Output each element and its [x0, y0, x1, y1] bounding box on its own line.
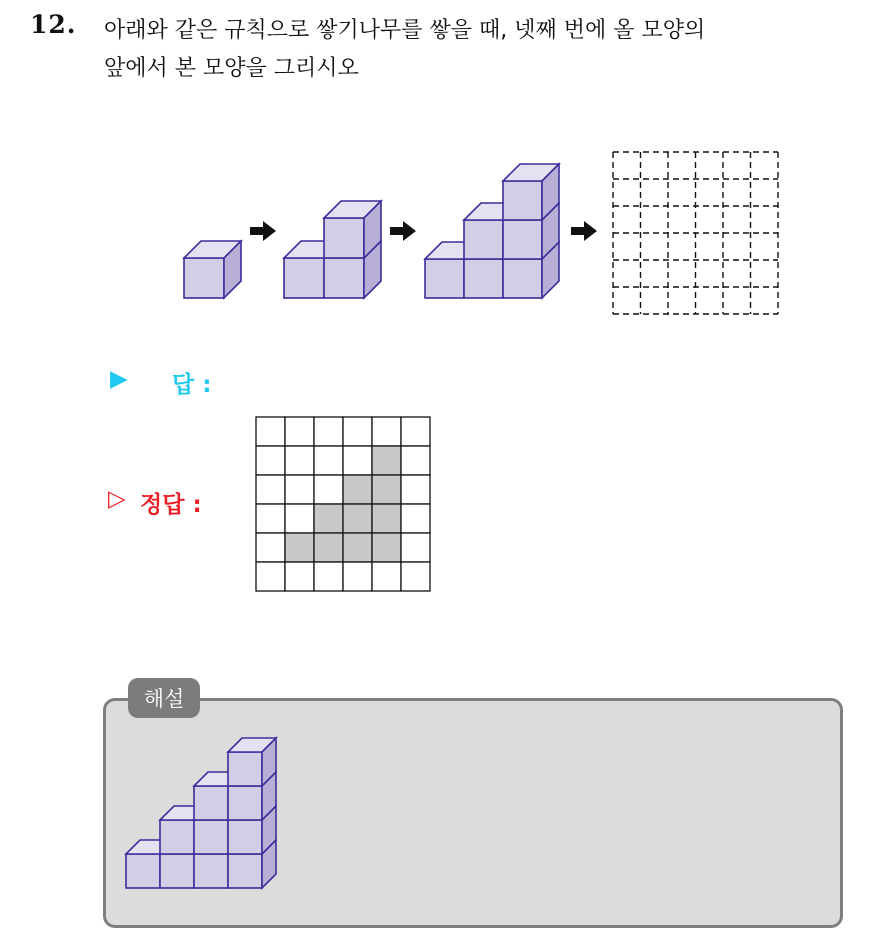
correct-label: 정답 : [140, 492, 202, 518]
empty-answer-grid [613, 152, 778, 314]
stack-stage-2 [284, 201, 381, 298]
filled-cell [372, 475, 401, 504]
empty-cell [314, 475, 343, 504]
empty-cell [285, 562, 314, 591]
empty-cell [314, 562, 343, 591]
empty-cell [285, 475, 314, 504]
empty-cell [401, 533, 430, 562]
arrow-right-icon [390, 221, 416, 241]
filled-cell [372, 446, 401, 475]
empty-cell [256, 562, 285, 591]
pattern-figure [0, 0, 884, 340]
empty-cell [372, 417, 401, 446]
empty-cell [314, 446, 343, 475]
empty-cell [256, 504, 285, 533]
cube [464, 259, 503, 298]
empty-cell [256, 533, 285, 562]
empty-cell [343, 562, 372, 591]
empty-cell [314, 417, 343, 446]
answer-label: 답 : [172, 372, 212, 398]
empty-cell [285, 446, 314, 475]
empty-cell [343, 417, 372, 446]
question-line-1: 아래와 같은 규칙으로 쌓기나무를 쌓을 때, 넷째 번에 올 모양의 [104, 18, 706, 43]
filled-cell [343, 533, 372, 562]
empty-cell [343, 446, 372, 475]
answer-marker-icon: ▶ [110, 366, 128, 392]
empty-cell [285, 417, 314, 446]
question-number: 12. [30, 10, 77, 39]
empty-cell [401, 562, 430, 591]
empty-cell [401, 417, 430, 446]
cube [184, 241, 241, 298]
empty-cell [285, 504, 314, 533]
empty-cell [256, 475, 285, 504]
stack-stage-3 [425, 164, 559, 298]
cube [324, 201, 381, 258]
filled-cell [343, 475, 372, 504]
filled-cell [314, 504, 343, 533]
correct-answer-grid [255, 416, 435, 596]
filled-cell [285, 533, 314, 562]
empty-cell [401, 446, 430, 475]
empty-cell [401, 475, 430, 504]
explanation-box [103, 698, 843, 928]
filled-cell [314, 533, 343, 562]
cube [503, 164, 559, 220]
empty-cell [256, 417, 285, 446]
correct-marker-icon: ▷ [108, 486, 126, 512]
empty-cell [256, 446, 285, 475]
stack-stage-1 [184, 241, 241, 298]
empty-cell [401, 504, 430, 533]
explanation-tab: 해설 [128, 678, 200, 718]
empty-cell [372, 562, 401, 591]
filled-cell [343, 504, 372, 533]
arrow-right-icon [571, 221, 597, 241]
arrow-right-icon [250, 221, 276, 241]
filled-cell [372, 504, 401, 533]
question-line-2: 앞에서 본 모양을 그리시오 [104, 56, 359, 81]
filled-cell [372, 533, 401, 562]
